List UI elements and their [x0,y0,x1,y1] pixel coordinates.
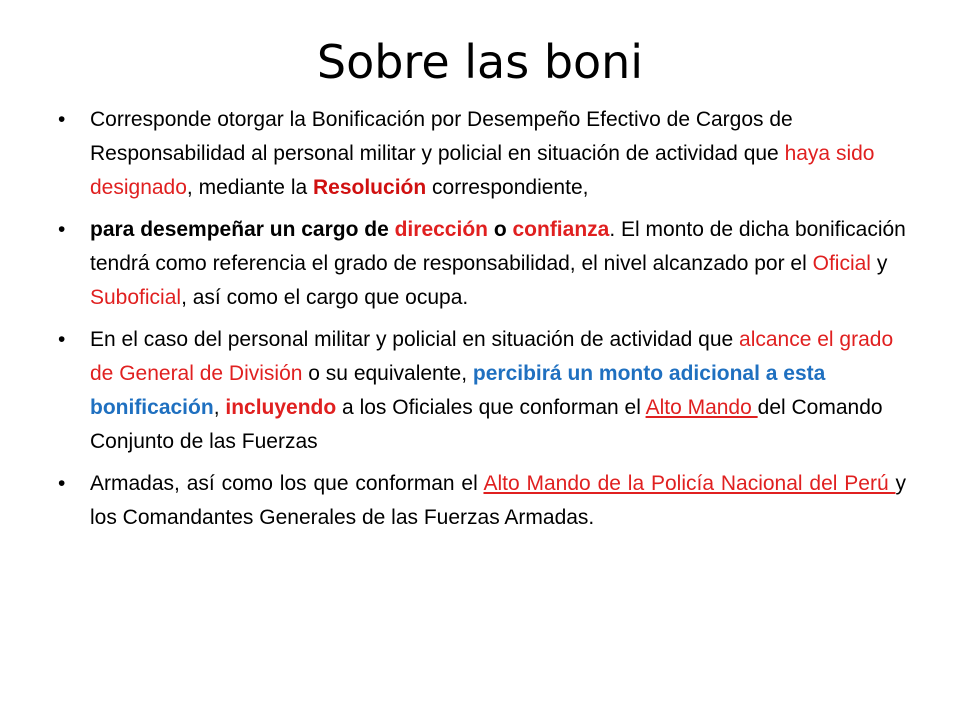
bullet-list [56,103,906,543]
bullet-text: del Comando Conjunto de las Fuerzas [90,396,883,453]
bullet-text: Armadas, así como los que conforman el [90,472,484,495]
bullet-text: , [213,396,226,419]
alto-mando-policia-link[interactable]: Alto Mando de la Policía Nacional del Perú [483,472,896,495]
slide-title: Sobre las boni [316,35,644,89]
highlight-text: incluyendo [225,396,337,419]
highlight-text: Suboficial [90,286,182,309]
bullet-dot: • [58,472,66,495]
bullet-dot: • [58,108,66,131]
bullet-item [56,103,906,205]
bullet-text: y [870,252,888,275]
bullet-text: y los Comandantes Generales de las Fuerzas Armadas. [90,472,906,529]
highlight-text: percibirá un monto adicional a esta bonificación [90,362,826,419]
bullet-item [56,323,906,459]
highlight-text: Resolución [313,176,427,199]
bullet-text: o [487,218,513,241]
highlight-text: alcance el grado de General de División [90,328,894,385]
bullet-dot: • [58,328,66,351]
bullet-text: correspondiente, [426,176,589,199]
alto-mando-link[interactable]: Alto Mando [645,396,758,419]
bullet-dot: • [58,218,66,241]
highlight-text: confianza [512,218,610,241]
bullet-text: , así como el cargo que ocupa. [181,286,469,309]
highlight-text: dirección [394,218,488,241]
highlight-text: Oficial [812,252,871,275]
bullet-text: para desempeñar un cargo de [90,218,395,241]
bullet-item [56,467,906,535]
bullet-item [56,213,906,315]
bullet-text: o su equivalente, [302,362,473,385]
bullet-text: , mediante la [186,176,313,199]
bullet-text: En el caso del personal militar y policial en situación de actividad que [90,328,740,351]
bullet-text: Corresponde otorgar la Bonificación por Desempeño Efectivo de Cargos de Responsabilidad al personal militar y policial en situación de actividad que [90,108,793,165]
bullet-text: . El monto de dicha bonificación tendrá como referencia el grado de responsabilidad, el nivel alcanzado por el [90,218,906,275]
bullet-text: a los Oficiales que conforman el [336,396,646,419]
highlight-text: haya sido designado [90,142,875,199]
